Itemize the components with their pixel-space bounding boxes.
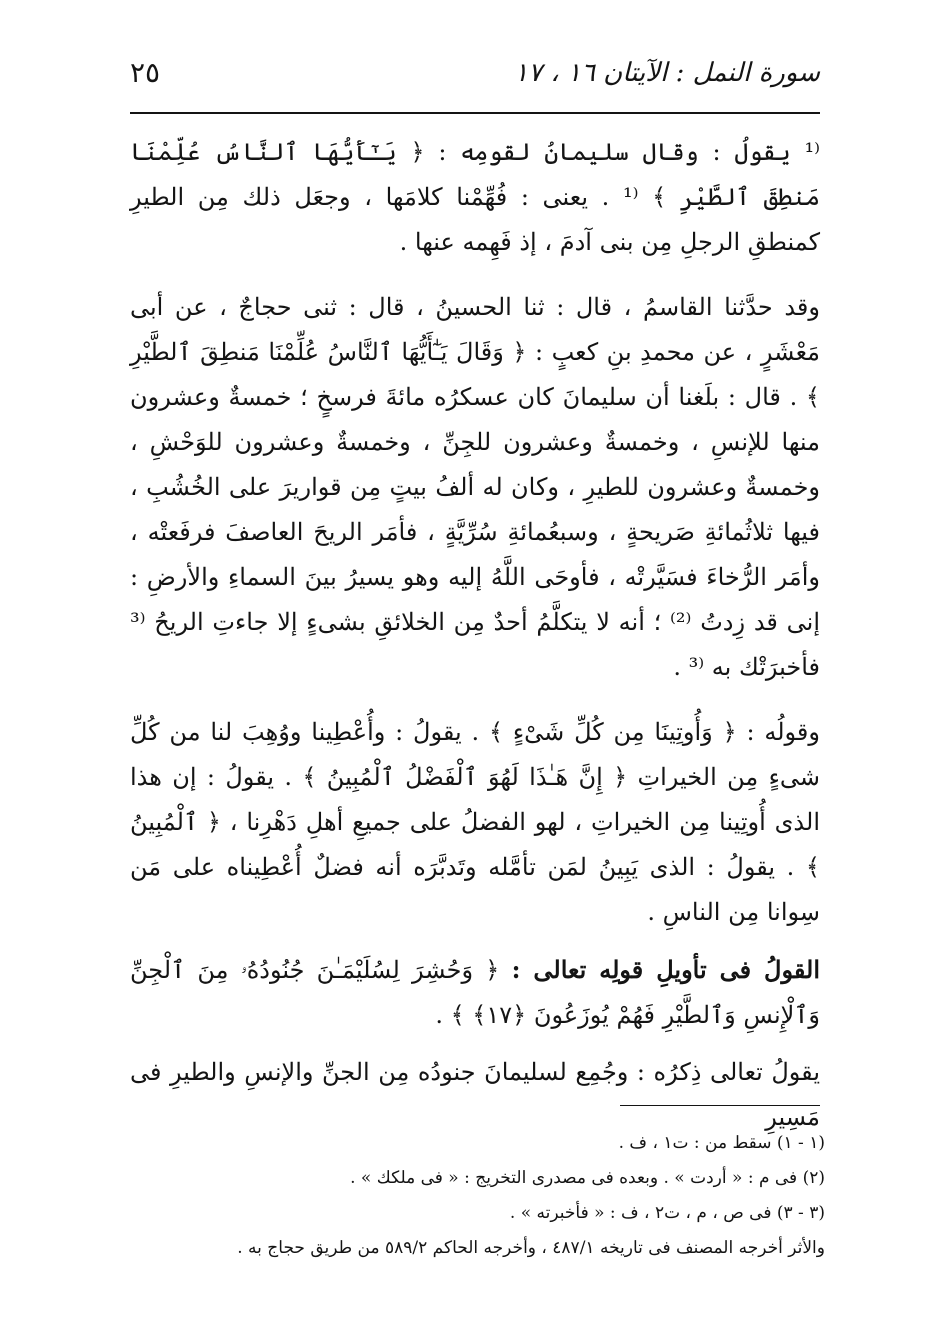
paragraph-3: وقولُه : ﴿ وَأُوتِينَا مِن كُلِّ شَىْءٍ ﴾ . يقولُ : وأُعْطِينا ووُهِبَ لنا من كُلِّ شىءٍ مِن الخيراتِ ﴿ إِنَّ هَـٰذَا لَهُوَ ٱلْفَضْلُ ٱلْمُبِينُ ﴾ . يقولُ : إن هذا الذى أُوتِينا مِن الخيراتِ ، لهو الفضلُ على جميعِ أهلِ دَهْرِنا ، ﴿ ٱلْمُبِينُ ﴾ . يقولُ : الذى يَبِينُ لمَن تأمَّله وتَدبَّرَه أنه فضلٌ أُعْطِيناه على مَن سِوانا مِن الناسِ . <box>130 718 820 926</box>
section-heading-verse: ﴿ وَحُشِرَ لِسُلَيْمَـٰنَ جُنُودُهُۥ مِنَ ٱلْجِنِّ وَٱلْإِنسِ وَٱلطَّيْرِ فَهُمْ يُوزَعُونَ ﴿١٧﴾ ﴾ . <box>130 956 820 1029</box>
footnote-1: (١ - ١) سقط من : ت١ ، ف . <box>618 1133 825 1153</box>
footnote-2: (٢) فى م : « أردت » . وبعده فى مصدرى التخريج : « فى ملكك » . <box>350 1168 825 1188</box>
paragraph-1: ⁽¹ يقولُ : وقال سليمانُ لقومِه : ﴿ يَـٰٓأَيُّهَا ٱلنَّاسُ عُلِّمْنَا مَنطِقَ ٱلطَّيْرِ ﴾ ⁽¹ . يعنى : فُهِّمْنا كلامَها ، وجعَل ذلك مِن الطيرِ كمنطقِ الرجلِ مِن بنى آدمَ ، إذ فَهِمه عنها . <box>130 138 821 256</box>
section-heading-lead: القولُ فى تأويلِ قولِه تعالى : <box>511 955 820 984</box>
footnote-3: (٣ - ٣) فى ص ، م ، ت٢ ، ف : « فأخبرته » . <box>509 1203 825 1223</box>
section-heading <box>130 947 820 1038</box>
footnote-rule <box>620 1105 820 1106</box>
body-text <box>130 130 820 1140</box>
header-rule <box>130 112 820 114</box>
page-header <box>130 52 820 102</box>
paragraph-2: وقد حدَّثنا القاسمُ ، قال : ثنا الحسينُ ، قال : ثنى حجاجٌ ، عن أبى مَعْشَرٍ ، عن محمدِ بنِ كعبٍ : ﴿ وَقَالَ يَـٰٓأَيُّهَا ٱلنَّاسُ عُلِّمْنَا مَنطِقَ ٱلطَّيْرِ ﴾ . قال : بلَغنا أن سليمانَ كان عسكرُه مائةَ فرسخٍ ؛ خمسةٌ وعشرون منها للإنسِ ، وخمسةٌ وعشرون للجِنِّ ، وخمسةٌ وعشرون للوَحْشِ ، وخمسةٌ وعشرون للطيرِ ، وكان له ألفُ بيتٍ مِن قواريرَ على الخُشُبِ ، فيها ثلاثُمائةِ صَريحةٍ ، وسبعُمائةِ سُرِّيَّةٍ ، فأمَر الريحَ العاصفَ فرفَعتْه ، وأمَر الرُّخاءَ فسَيَّرتْه ، فأوحَى اللَّهُ إليه وهو يسيرُ بينَ السماءِ والأرضِ : إنى قد زِدتُ ⁽²⁾ ؛ أنه لا يتكلَّمُ أحدٌ مِن الخلائقِ بشىءٍ إلا جاءتِ الريحُ ⁽³ فأخبرَتْك به ⁽³ . <box>130 293 821 681</box>
page-number: ٢٥ <box>130 56 161 89</box>
footnote-source-note: والأثر أخرجه المصنف فى تاريخه ٤٨٧/١ ، وأخرجه الحاكم ٥٨٩/٢ من طريق حجاج به . <box>237 1238 825 1258</box>
running-title: سورة النمل : الآيتان ١٦ ، ١٧ <box>514 58 820 88</box>
footnotes <box>130 1126 825 1266</box>
closing-paragraph: يقولُ تعالى ذِكرُه : وجُمِع لسليمانَ جنودُه مِن الجنِّ والإنسِ والطيرِ فى مَسِيرِ <box>130 1058 820 1131</box>
